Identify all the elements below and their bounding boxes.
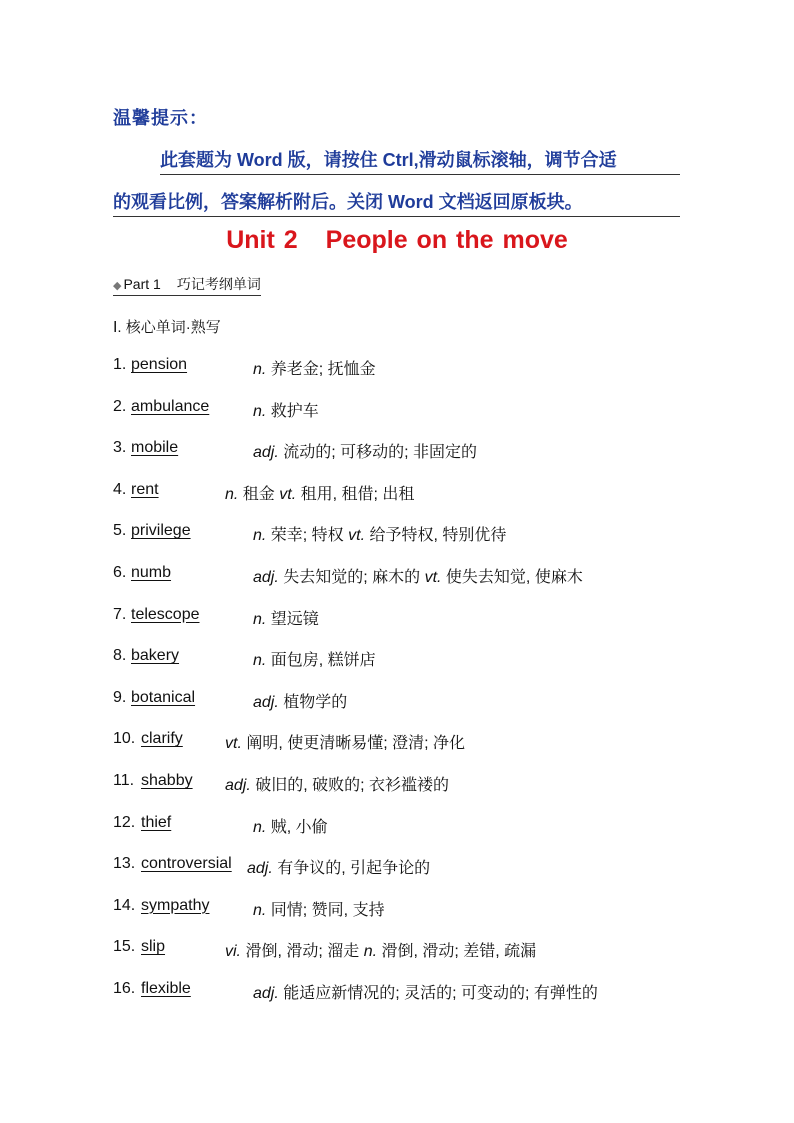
tip-line-1: 此套题为 Word 版，请按住 Ctrl,滑动鼠标滚轴，调节合适: [160, 146, 680, 175]
word-definition: n. 贼, 小偷: [253, 818, 328, 836]
word-number: 16.: [113, 980, 136, 997]
vocab-word: bakery: [131, 647, 180, 665]
word-number: 13.: [113, 855, 136, 873]
word-number: 11.: [113, 772, 135, 789]
word-number: 4.: [113, 480, 127, 498]
section-heading: Ⅰ. 核心单词·熟写: [113, 319, 221, 336]
tip-title: 温馨提示：: [113, 108, 208, 128]
word-row: [113, 855, 713, 879]
vocab-word: thief: [141, 813, 172, 831]
vocab-word: mobile: [131, 439, 179, 457]
part-name: 巧记考纲单词: [176, 276, 261, 292]
word-row: [113, 481, 713, 505]
word-row: [113, 938, 713, 962]
word-row: [113, 897, 713, 921]
word-definition: n. 面包房, 糕饼店: [253, 652, 376, 670]
vocab-word: flexible: [141, 980, 191, 997]
vocab-word: controversial: [141, 855, 232, 873]
tip-line-2: 的观看比例，答案解析附后。关闭 Word 文档返回原板块。: [113, 188, 680, 217]
word-row: [113, 564, 713, 588]
word-definition: adj. 能适应新情况的; 灵活的; 可变动的; 有弹性的: [253, 985, 598, 1002]
word-row: [113, 356, 713, 380]
word-row: [113, 647, 713, 671]
word-row: [113, 689, 713, 713]
word-definition: adj. 有争议的, 引起争论的: [247, 860, 431, 878]
vocab-word: slip: [141, 938, 166, 956]
word-number: 8.: [113, 647, 127, 665]
vocab-word: privilege: [131, 522, 191, 540]
vocab-word: telescope: [131, 605, 200, 623]
word-definition: adj. 失去知觉的; 麻木的 vt. 使失去知觉, 使麻木: [253, 569, 583, 586]
word-definition: n. 望远镜: [253, 610, 319, 628]
word-number: 7.: [113, 605, 127, 623]
word-row: [113, 980, 713, 1004]
part-heading: [113, 274, 261, 296]
unit-name: People on the move: [325, 226, 568, 254]
word-row: [113, 730, 713, 754]
unit-number: Unit 2: [226, 226, 298, 254]
vocab-word: botanical: [131, 688, 196, 706]
word-row: [113, 439, 713, 463]
vocab-word: rent: [131, 480, 159, 498]
word-row: [113, 398, 713, 422]
word-definition: adj. 流动的; 可移动的; 非固定的: [253, 444, 478, 462]
word-definition: vt. 阐明, 使更清晰易懂; 澄清; 净化: [225, 735, 466, 753]
word-definition: adj. 破旧的, 破败的; 衣衫褴褛的: [225, 777, 450, 794]
word-number: 9.: [113, 688, 127, 706]
word-number: 1.: [113, 356, 127, 373]
unit-title: [0, 226, 794, 255]
vocab-word: shabby: [141, 772, 193, 789]
word-number: 12.: [113, 813, 136, 831]
vocab-word: pension: [131, 356, 188, 373]
word-row: [113, 606, 713, 630]
diamond-bullet-icon: ◆: [113, 280, 122, 292]
word-definition: n. 同情; 赞同, 支持: [253, 901, 385, 919]
vocab-word: ambulance: [131, 397, 210, 415]
word-definition: vi. 滑倒, 滑动; 溜走 n. 滑倒, 滑动; 差错, 疏漏: [225, 943, 537, 961]
word-number: 2.: [113, 397, 127, 415]
word-definition: n. 救护车: [253, 402, 319, 420]
word-number: 14.: [113, 896, 136, 914]
word-definition: n. 租金 vt. 租用, 租借; 出租: [225, 485, 415, 503]
word-row: [113, 772, 713, 796]
part-label: Part 1: [123, 276, 161, 292]
word-definition: adj. 植物学的: [253, 693, 348, 711]
word-number: 5.: [113, 522, 127, 540]
vocab-word: clarify: [141, 730, 183, 748]
vocab-word: numb: [131, 564, 172, 581]
word-row: [113, 814, 713, 838]
word-row: [113, 522, 713, 546]
word-number: 3.: [113, 439, 127, 457]
word-definition: n. 荣幸; 特权 vt. 给予特权, 特别优待: [253, 527, 507, 545]
word-definition: n. 养老金; 抚恤金: [253, 361, 376, 378]
word-number: 6.: [113, 564, 127, 581]
word-number: 10.: [113, 730, 136, 748]
vocab-word: sympathy: [141, 896, 210, 914]
word-number: 15.: [113, 938, 136, 956]
